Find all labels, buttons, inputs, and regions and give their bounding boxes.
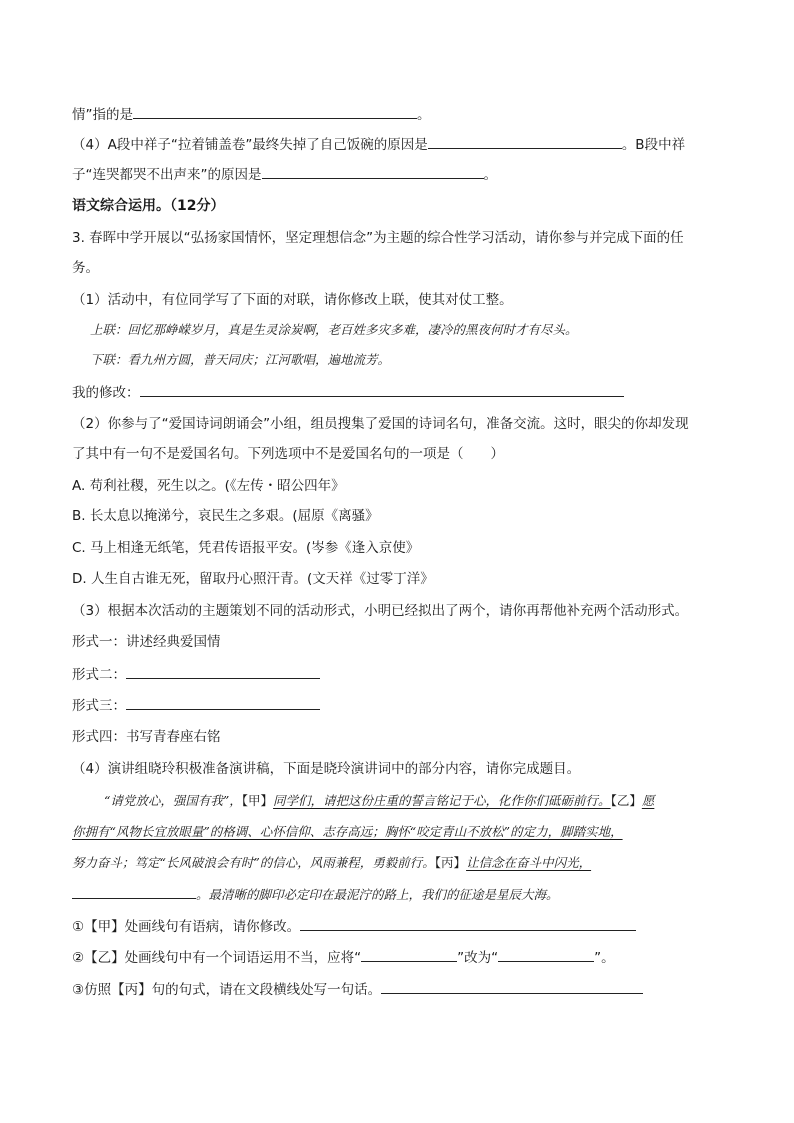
option-b[interactable]: B. 长太息以掩涕兮，哀民生之多艰。(屈原《离骚》 (72, 508, 379, 524)
marker-yi: 【乙】 (610, 793, 642, 808)
word-from-blank[interactable] (361, 947, 457, 962)
answer-blank[interactable] (262, 164, 484, 179)
line-1: 情”指的是 。 (72, 104, 431, 125)
speech-line-2 (72, 822, 623, 842)
form-2-blank[interactable] (126, 664, 320, 679)
underlined-sentence-jia: 同学们，请把这份庄重的誓言铭记于心，化作你们砥砺前行。 (273, 793, 611, 808)
revision-blank[interactable] (140, 382, 624, 397)
answer-blank[interactable] (133, 104, 417, 119)
question-3-2-cont: 了其中有一句不是爱国名句。下列选项中不是爱国名句的一项是（ ） (72, 446, 504, 462)
question-4-line: （4）A段中祥子“拉着铺盖卷”最终失掉了自己饭碗的原因是 。B段中祥 (72, 134, 685, 155)
question-4-line-2: 子“连哭都哭不出声来”的原因是 。 (72, 164, 497, 185)
couplet-lower: 下联：看九州方圆，普天同庆；江河歌唱，遍地流芳。 (90, 352, 391, 367)
marker-bing: 【丙】 (434, 855, 467, 870)
speech-blank[interactable] (72, 884, 196, 899)
option-a[interactable]: A. 苟利社稷，死生以之。(《左传・昭公四年》 (72, 478, 345, 494)
form-2-line: 形式二： (72, 664, 320, 685)
my-revision-line: 我的修改： (72, 382, 624, 403)
form-3-line: 形式三： (72, 695, 320, 716)
word-to-blank[interactable] (498, 947, 594, 962)
question-3-prompt: 3. 春晖中学开展以“弘扬家国情怀，坚定理想信念”为主题的综合性学习活动，请你参与并完成下面的任 (72, 230, 684, 246)
underlined-sentence-bing: 让信念在奋斗中闪光， (466, 855, 592, 870)
question-3-1: （1）活动中，有位同学写了下面的对联，请你修改上联，使其对仗工整。 (72, 292, 513, 308)
speech-line-4: 。最清晰的脚印必定印在最泥泞的路上，我们的征途是星辰大海。 (72, 884, 559, 905)
option-d[interactable]: D. 人生自古谁无死，留取丹心照汗青。(文天祥《过零丁洋》 (72, 571, 434, 587)
form-4: 形式四：书写青春座右铭 (72, 729, 221, 745)
option-c[interactable]: C. 马上相逢无纸笔，凭君传语报平安。(岑参《逢入京使》 (72, 540, 420, 556)
underlined-sentence-yi: 你拥有“风物长宜放眼量”的格调、心怀信仰、志存高远；胸怀“咬定青山不放松”的定力，脚踏实地， (72, 824, 623, 839)
question-3-prompt-cont: 务。 (72, 260, 99, 276)
form-1: 形式一：讲述经典爱国情 (72, 634, 221, 650)
question-3-2: （2）你参与了“爱国诗词朗诵会”小组，组员搜集了爱国的诗词名句，准备交流。这时，眼尖的你却发现 (72, 416, 689, 432)
form-3-blank[interactable] (126, 695, 320, 710)
couplet-upper: 上联：回忆那峥嵘岁月，真是生灵涂炭啊，老百姓多灾多难，凄冷的黑夜何时才有尽头。 (90, 322, 578, 337)
speech-line-3: 努力奋斗；笃定“长风破浪会有时”的信心，风雨兼程，勇毅前行。【丙】让信念在奋斗中闪光， (72, 855, 592, 870)
sub-3-blank[interactable] (381, 979, 643, 994)
sub-question-3: ③仿照【丙】句的句式，请在文段横线处写一句话。 (72, 979, 643, 1000)
answer-blank[interactable] (428, 134, 622, 149)
question-3-4: （4）演讲组晓玲积极准备演讲稿，下面是晓玲演讲词中的部分内容，请你完成题目。 (72, 761, 581, 777)
speech-line-1: “请党放心，强国有我”，【甲】同学们，请把这份庄重的誓言铭记于心，化作你们砥砺前行。【乙】愿 (104, 793, 655, 808)
sub-1-blank[interactable] (300, 916, 636, 931)
sub-question-1: ①【甲】处画线句有语病，请你修改。 (72, 916, 636, 937)
section-title: 语文综合运用。（12分） (72, 198, 225, 214)
question-3-3: （3）根据本次活动的主题策划不同的活动形式，小明已经拟出了两个，请你再帮他补充两个活动形式。 (72, 603, 689, 619)
marker-jia: 【甲】 (241, 793, 274, 808)
sub-question-2: ②【乙】处画线句中有一个词语运用不当，应将“ ”改为“ ”。 (72, 947, 615, 968)
